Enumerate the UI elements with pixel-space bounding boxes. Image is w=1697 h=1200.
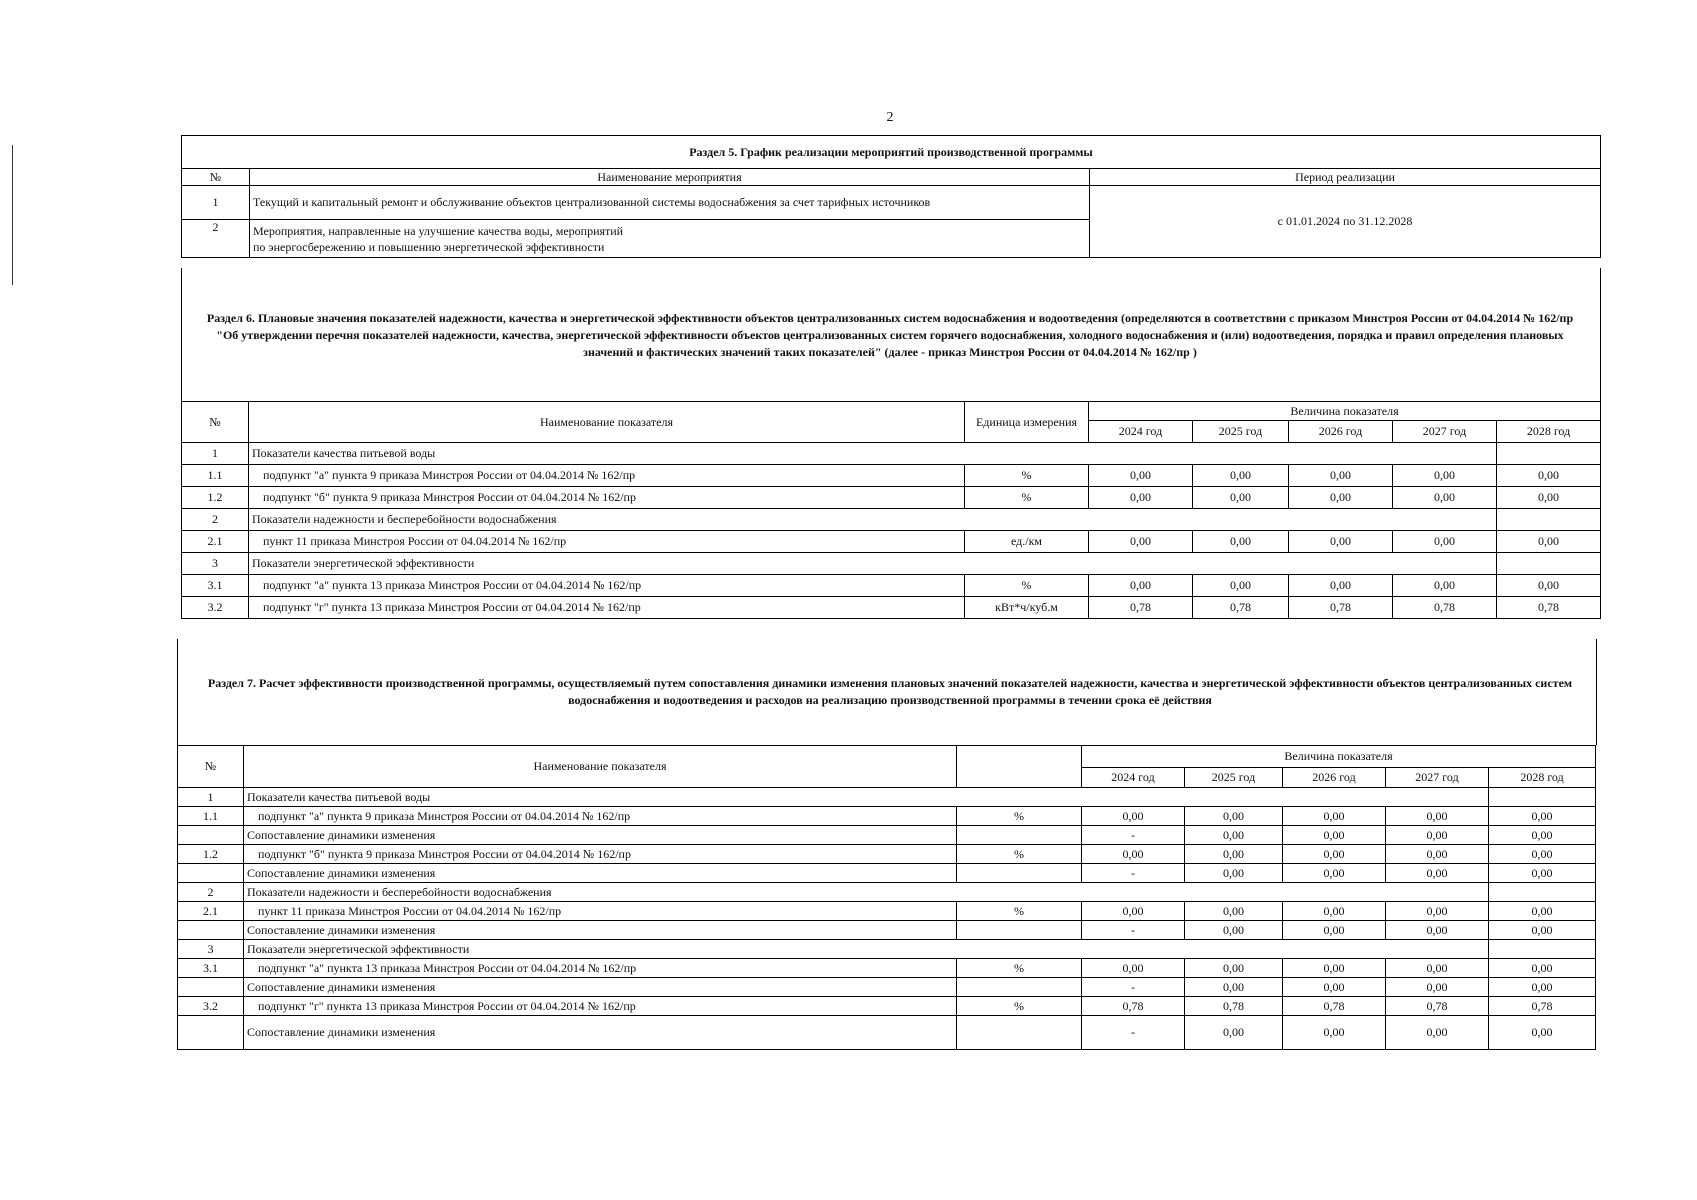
row-num: 3.1: [182, 575, 249, 597]
row-name: подпункт "б" пункта 9 приказа Минстроя России от 04.04.2014 № 162/пр: [244, 845, 957, 864]
table-row: [178, 807, 1596, 826]
value-cell: 0,00: [1193, 487, 1289, 509]
table-row: [178, 921, 1596, 940]
value-cell: 0,00: [1386, 826, 1489, 845]
row-num: 1: [178, 788, 244, 807]
section6-title: Раздел 6. Плановые значения показателей надежности, качества и энергетической эффективности объектов централизованных систем водоснабжения и водоотведения (определяются в соответствии с приказом Минстроя России от 04.04.2014 № 162/пр "Об утверждении перечня показателей надежности, качества, энергетической эффективности объектов централизованных систем горячего водоснабжения, холодного водоснабжения и (или) водоотведения, порядка и правил определения плановых значений и фактических значений таких показателей" (далее - приказ Минстроя России от 04.04.2014 № 162/пр ): [206, 311, 1574, 359]
header-num: №: [182, 169, 250, 186]
row-name-line: Мероприятия, направленные на улучшение качества воды, мероприятий: [253, 223, 624, 238]
value-cell: 0,78: [1185, 997, 1283, 1016]
table-row: [182, 553, 1601, 575]
section5-title: Раздел 5. График реализации мероприятий производственной программы: [182, 136, 1601, 169]
margin-line: [12, 145, 13, 285]
value-cell: 0,00: [1489, 845, 1596, 864]
row-empty-cell: [1489, 788, 1596, 807]
row-empty-cell: [1497, 553, 1601, 575]
row-name: Сопоставление динамики изменения: [244, 864, 957, 883]
header-value: Величина показателя: [1082, 746, 1596, 768]
header-year: 2025 год: [1193, 421, 1289, 443]
value-cell: 0,00: [1393, 575, 1497, 597]
row-name: [250, 220, 1090, 258]
row-num: 1.1: [182, 465, 249, 487]
value-cell: 0,00: [1082, 902, 1185, 921]
header-unit: Единица измерения: [965, 402, 1089, 443]
table-row: [178, 959, 1596, 978]
value-cell: 0,78: [1193, 597, 1289, 619]
value-cell: 0,00: [1489, 826, 1596, 845]
value-cell: 0,00: [1283, 845, 1386, 864]
value-cell: 0,00: [1386, 864, 1489, 883]
table-row: [178, 902, 1596, 921]
value-cell: 0,00: [1089, 575, 1193, 597]
value-cell: 0,00: [1386, 978, 1489, 997]
row-unit: %: [957, 997, 1082, 1016]
value-cell: 0,00: [1082, 959, 1185, 978]
row-name: Сопоставление динамики изменения: [244, 826, 957, 845]
value-cell: 0,00: [1283, 1016, 1386, 1050]
row-name: подпункт "г" пункта 13 приказа Минстроя России от 04.04.2014 № 162/пр: [244, 997, 957, 1016]
value-cell: 0,00: [1386, 959, 1489, 978]
row-empty-cell: [1489, 940, 1596, 959]
value-cell: 0,00: [1489, 978, 1596, 997]
table-row: [182, 487, 1601, 509]
value-cell: 0,00: [1193, 575, 1289, 597]
row-num: 3: [182, 553, 249, 575]
value-cell: 0,00: [1185, 978, 1283, 997]
row-empty-cell: [1497, 443, 1601, 465]
row-unit: [957, 921, 1082, 940]
value-cell: 0,78: [1089, 597, 1193, 619]
row-unit: [957, 978, 1082, 997]
row-num: 2.1: [182, 531, 249, 553]
table-row: [182, 509, 1601, 531]
row-unit: ед./км: [965, 531, 1089, 553]
table-row: [178, 978, 1596, 997]
row-unit: %: [957, 807, 1082, 826]
table-row: [182, 531, 1601, 553]
page-number: 2: [886, 110, 894, 125]
value-cell: 0,00: [1283, 902, 1386, 921]
value-cell: -: [1082, 864, 1185, 883]
value-cell: 0,00: [1497, 465, 1601, 487]
value-cell: 0,00: [1283, 978, 1386, 997]
row-name: подпункт "б" пункта 9 приказа Минстроя России от 04.04.2014 № 162/пр: [249, 487, 965, 509]
row-num: 2.1: [178, 902, 244, 921]
value-cell: 0,78: [1393, 597, 1497, 619]
row-group-name: Показатели энергетической эффективности: [249, 553, 1497, 575]
row-name: Текущий и капитальный ремонт и обслуживание объектов централизованной системы водоснабжения за счет тарифных источников: [250, 186, 1090, 220]
value-cell: 0,00: [1283, 826, 1386, 845]
header-year: 2028 год: [1497, 421, 1601, 443]
row-num: [178, 826, 244, 845]
value-cell: 0,78: [1289, 597, 1393, 619]
row-name: пункт 11 приказа Минстроя России от 04.04.2014 № 162/пр: [249, 531, 965, 553]
value-cell: 0,00: [1185, 902, 1283, 921]
row-empty-cell: [1489, 883, 1596, 902]
row-num: 3.2: [182, 597, 249, 619]
value-cell: -: [1082, 1016, 1185, 1050]
row-unit: [957, 1016, 1082, 1050]
header-value: Величина показателя: [1089, 402, 1601, 421]
row-name: Сопоставление динамики изменения: [244, 978, 957, 997]
value-cell: -: [1082, 978, 1185, 997]
value-cell: 0,78: [1082, 997, 1185, 1016]
row-unit: [957, 826, 1082, 845]
value-cell: 0,00: [1393, 531, 1497, 553]
header-year: 2028 год: [1489, 768, 1596, 788]
value-cell: 0,78: [1489, 997, 1596, 1016]
header-num: №: [178, 746, 244, 788]
row-num: 1: [182, 186, 250, 220]
value-cell: 0,00: [1185, 921, 1283, 940]
value-cell: 0,00: [1489, 921, 1596, 940]
value-cell: 0,00: [1489, 1016, 1596, 1050]
row-unit: [957, 864, 1082, 883]
header-year: 2026 год: [1283, 768, 1386, 788]
header-name: Наименование показателя: [249, 402, 965, 443]
value-cell: 0,00: [1497, 531, 1601, 553]
value-cell: 0,00: [1386, 845, 1489, 864]
value-cell: 0,00: [1185, 845, 1283, 864]
value-cell: 0,00: [1283, 959, 1386, 978]
row-name: подпункт "а" пункта 13 приказа Минстроя России от 04.04.2014 № 162/пр: [244, 959, 957, 978]
row-unit: %: [965, 465, 1089, 487]
value-cell: 0,00: [1185, 959, 1283, 978]
value-cell: 0,00: [1289, 487, 1393, 509]
table-row: [178, 864, 1596, 883]
row-num: 3.1: [178, 959, 244, 978]
row-num: [178, 921, 244, 940]
row-num: 1.2: [178, 845, 244, 864]
period-value: с 01.01.2024 по 31.12.2028: [1090, 186, 1601, 258]
value-cell: 0,00: [1185, 826, 1283, 845]
header-year: 2027 год: [1393, 421, 1497, 443]
row-name: Сопоставление динамики изменения: [244, 1016, 957, 1050]
section7-table: [177, 745, 1596, 1050]
section5-table: [181, 135, 1601, 258]
table-row: [178, 788, 1596, 807]
value-cell: 0,00: [1386, 902, 1489, 921]
value-cell: 0,00: [1185, 807, 1283, 826]
value-cell: 0,00: [1386, 1016, 1489, 1050]
header-period: Период реализации: [1090, 169, 1601, 186]
value-cell: 0,00: [1283, 921, 1386, 940]
row-unit: %: [957, 845, 1082, 864]
row-group-name: Показатели качества питьевой воды: [249, 443, 1497, 465]
row-group-name: Показатели надежности и бесперебойности водоснабжения: [249, 509, 1497, 531]
header-year: 2024 год: [1089, 421, 1193, 443]
value-cell: 0,00: [1089, 487, 1193, 509]
value-cell: 0,00: [1089, 531, 1193, 553]
section7-title: Раздел 7. Расчет эффективности производственной программы, осуществляемый путем сопоставления динамики изменения плановых значений показателей надежности, качества и энергетической эффективности объектов централизованных систем водоснабжения и водоотведения и расходов на реализацию производственной программы в течении срока её действия: [207, 676, 1573, 707]
row-name-line: по энергосбережению и повышению энергетической эффективности: [253, 239, 605, 254]
row-unit: %: [957, 959, 1082, 978]
value-cell: 0,78: [1386, 997, 1489, 1016]
row-name: пункт 11 приказа Минстроя России от 04.04.2014 № 162/пр: [244, 902, 957, 921]
value-cell: 0,00: [1386, 921, 1489, 940]
table-row: [178, 826, 1596, 845]
value-cell: 0,00: [1283, 807, 1386, 826]
value-cell: 0,00: [1289, 575, 1393, 597]
value-cell: 0,00: [1193, 531, 1289, 553]
header-year: 2025 год: [1185, 768, 1283, 788]
value-cell: 0,00: [1497, 575, 1601, 597]
row-name: подпункт "г" пункта 13 приказа Минстроя России от 04.04.2014 № 162/пр: [249, 597, 965, 619]
value-cell: 0,00: [1489, 902, 1596, 921]
value-cell: 0,00: [1489, 807, 1596, 826]
row-num: 1.2: [182, 487, 249, 509]
header-name: Наименование показателя: [244, 746, 957, 788]
table-row: [182, 443, 1601, 465]
header-year: 2027 год: [1386, 768, 1489, 788]
value-cell: 0,00: [1185, 864, 1283, 883]
table-row: [182, 597, 1601, 619]
header-year: 2024 год: [1082, 768, 1185, 788]
row-unit: кВт*ч/куб.м: [965, 597, 1089, 619]
row-num: 3: [178, 940, 244, 959]
value-cell: 0,00: [1489, 959, 1596, 978]
table-row: [178, 940, 1596, 959]
table-row: [178, 1016, 1596, 1050]
value-cell: 0,00: [1089, 465, 1193, 487]
row-num: 2: [182, 509, 249, 531]
row-name: подпункт "а" пункта 9 приказа Минстроя России от 04.04.2014 № 162/пр: [244, 807, 957, 826]
header-num: №: [182, 402, 249, 443]
value-cell: 0,00: [1393, 487, 1497, 509]
row-name: подпункт "а" пункта 9 приказа Минстроя России от 04.04.2014 № 162/пр: [249, 465, 965, 487]
value-cell: 0,00: [1497, 487, 1601, 509]
value-cell: 0,78: [1497, 597, 1601, 619]
row-empty-cell: [1497, 509, 1601, 531]
row-num: 2: [178, 883, 244, 902]
value-cell: -: [1082, 826, 1185, 845]
row-num: 1: [182, 443, 249, 465]
header-unit-empty: [957, 746, 1082, 788]
value-cell: 0,78: [1283, 997, 1386, 1016]
value-cell: 0,00: [1185, 1016, 1283, 1050]
value-cell: -: [1082, 921, 1185, 940]
value-cell: 0,00: [1082, 807, 1185, 826]
row-name: Сопоставление динамики изменения: [244, 921, 957, 940]
table-row: [178, 883, 1596, 902]
value-cell: 0,00: [1289, 531, 1393, 553]
row-group-name: Показатели энергетической эффективности: [244, 940, 1489, 959]
section6-table: [181, 401, 1601, 619]
value-cell: 0,00: [1082, 845, 1185, 864]
row-num: [178, 1016, 244, 1050]
value-cell: 0,00: [1283, 864, 1386, 883]
row-num: 3.2: [178, 997, 244, 1016]
header-name: Наименование мероприятия: [250, 169, 1090, 186]
row-unit: %: [965, 487, 1089, 509]
row-unit: %: [957, 902, 1082, 921]
value-cell: 0,00: [1393, 465, 1497, 487]
table-row: [182, 575, 1601, 597]
row-name: подпункт "а" пункта 13 приказа Минстроя России от 04.04.2014 № 162/пр: [249, 575, 965, 597]
value-cell: 0,00: [1193, 465, 1289, 487]
table-row: [178, 845, 1596, 864]
header-year: 2026 год: [1289, 421, 1393, 443]
value-cell: 0,00: [1386, 807, 1489, 826]
value-cell: 0,00: [1289, 465, 1393, 487]
row-group-name: Показатели надежности и бесперебойности водоснабжения: [244, 883, 1489, 902]
row-num: [178, 864, 244, 883]
table-row: [178, 997, 1596, 1016]
table-row: [182, 465, 1601, 487]
row-num: 2: [182, 220, 250, 258]
row-unit: %: [965, 575, 1089, 597]
row-group-name: Показатели качества питьевой воды: [244, 788, 1489, 807]
row-num: 1.1: [178, 807, 244, 826]
value-cell: 0,00: [1489, 864, 1596, 883]
row-num: [178, 978, 244, 997]
